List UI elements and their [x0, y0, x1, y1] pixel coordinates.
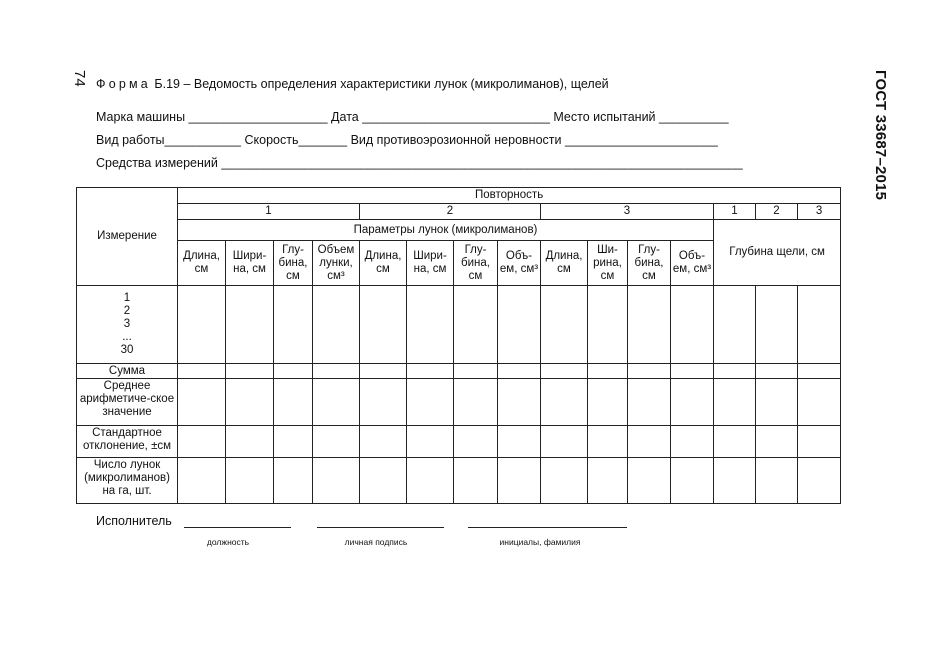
- caption-signature: личная подпись: [344, 537, 408, 547]
- signature-position-line[interactable]: [184, 527, 291, 528]
- g2-depth: Глу-бина, см: [454, 241, 498, 286]
- depth-rep-1: 1: [714, 204, 756, 220]
- measure-header: Измерение: [77, 188, 178, 286]
- row-label-mean: Среднее арифметиче-ское значение: [77, 379, 178, 426]
- depth-rep-3: 3: [798, 204, 841, 220]
- caption-position: должность: [206, 537, 250, 547]
- g2-volume: Объ-ем, см³: [498, 241, 541, 286]
- row-number: 1: [123, 292, 131, 304]
- g3-length: Длина, см: [541, 241, 588, 286]
- g1-depth: Глу-бина, см: [274, 241, 313, 286]
- standard-designation: ГОСТ 33687–2015: [872, 70, 889, 201]
- row-numbers-cell: [77, 286, 178, 364]
- g3-depth: Глу-бина, см: [628, 241, 671, 286]
- form-title-lead: Форма: [96, 77, 151, 91]
- form-title: [96, 77, 609, 91]
- g2-width: Шири-на, см: [407, 241, 454, 286]
- group-1-header: 1: [178, 204, 360, 220]
- g1-width: Шири-на, см: [226, 241, 274, 286]
- measurement-table: [76, 187, 841, 504]
- field-line-work[interactable]: Вид работы___________ Скорость_______ Вид противоэрозионной неровности ______________________: [96, 133, 718, 147]
- row-number: 2: [123, 305, 131, 317]
- table-row: [77, 364, 841, 379]
- group-2-header: 2: [360, 204, 541, 220]
- field-line-instruments[interactable]: Средства измерений ___________________________________________________________________________: [96, 156, 743, 170]
- depth-header: Глубина щели, см: [714, 220, 841, 286]
- signature-name-line[interactable]: [468, 527, 627, 528]
- row-label-count: Число лунок (микролиманов) на га, шт.: [77, 458, 178, 504]
- row-label-sum: Сумма: [77, 364, 178, 379]
- table-row: [77, 286, 841, 364]
- signature-label: Исполнитель: [96, 514, 172, 528]
- repetition-header: Повторность: [178, 188, 841, 204]
- g1-volume: Объем лунки, см³: [313, 241, 360, 286]
- params-header: Параметры лунок (микролиманов): [178, 220, 714, 241]
- table-row: [77, 426, 841, 458]
- g1-length: Длина, см: [178, 241, 226, 286]
- g3-volume: Объ-ем, см³: [671, 241, 714, 286]
- form-title-text: Б.19 – Ведомость определения характеристики лунок (микролиманов), щелей: [150, 77, 609, 91]
- row-number: 3: [123, 318, 131, 330]
- depth-rep-2: 2: [756, 204, 798, 220]
- signature-sign-line[interactable]: [317, 527, 444, 528]
- g3-width: Ши-рина, см: [588, 241, 628, 286]
- group-3-header: 3: [541, 204, 714, 220]
- row-number: 30: [120, 344, 134, 356]
- row-number: ...: [122, 331, 132, 343]
- row-label-stddev: Стандартное отклонение, ±см: [77, 426, 178, 458]
- table-row: [77, 379, 841, 426]
- field-line-machine[interactable]: Марка машины ____________________ Дата ___________________________ Место испытаний __________: [96, 110, 729, 124]
- table-row: [77, 458, 841, 504]
- caption-name: инициалы, фамилия: [499, 537, 581, 547]
- page-number: 74: [71, 70, 88, 87]
- g2-length: Длина, см: [360, 241, 407, 286]
